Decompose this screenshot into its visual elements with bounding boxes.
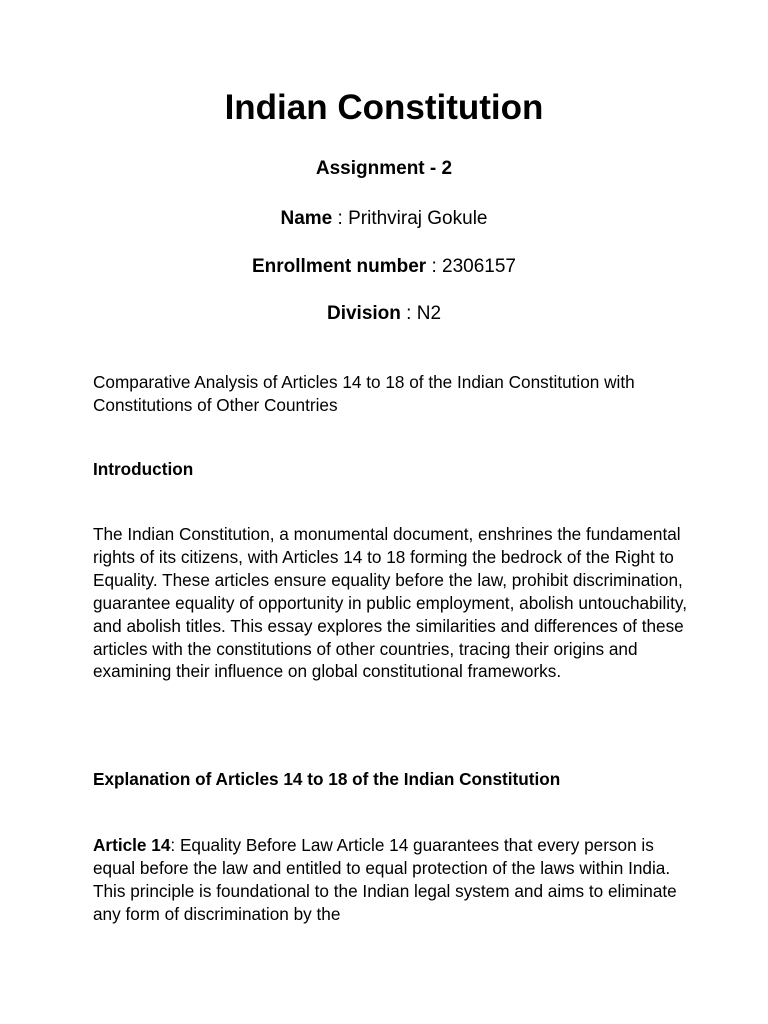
name-value: Prithviraj Gokule	[348, 208, 488, 229]
name-separator: :	[332, 208, 349, 229]
article-14-text: : Equality Before Law Article 14 guarantees that every person is equal before the law and entitled to equal protection of the laws within India. This principle is foundational to the Indian legal system and aims to eliminate any form of discrimination by the	[93, 835, 677, 924]
page-title: Indian Constitution	[224, 88, 544, 127]
enrollment-label: Enrollment number	[252, 256, 427, 277]
division-separator: :	[400, 303, 417, 324]
article-14-label: Article 14	[93, 835, 171, 855]
division-label: Division	[326, 303, 401, 324]
explanation-heading: Explanation of Articles 14 to 18 of the Indian Constitution	[93, 769, 561, 789]
name-line	[0, 207, 768, 231]
assignment-label: Assignment - 2	[315, 158, 453, 179]
division-value: N2	[416, 303, 442, 324]
enrollment-line	[0, 255, 768, 279]
name-label: Name	[280, 208, 333, 229]
division-line	[0, 302, 768, 326]
enrollment-separator: :	[426, 256, 443, 277]
article-14-paragraph	[93, 834, 693, 926]
introduction-heading: Introduction	[93, 459, 194, 479]
introduction-paragraph: The Indian Constitution, a monumental document, enshrines the fundamental rights of its citizens, with Articles 14 to 18 forming the bedrock of the Right to Equality. These articles ensure equality before the law, prohibit discrimination, guarantee equality of opportunity in public employment, abolish untouchability, and abolish titles. This essay explores the similarities and differences of these articles with the constitutions of other countries, tracing their origins and examining their influence on global constitutional frameworks.	[93, 524, 687, 682]
essay-subtitle: Comparative Analysis of Articles 14 to 18 of the Indian Constitution with Constitutions of Other Countries	[93, 372, 635, 415]
enrollment-value: 2306157	[442, 256, 516, 277]
